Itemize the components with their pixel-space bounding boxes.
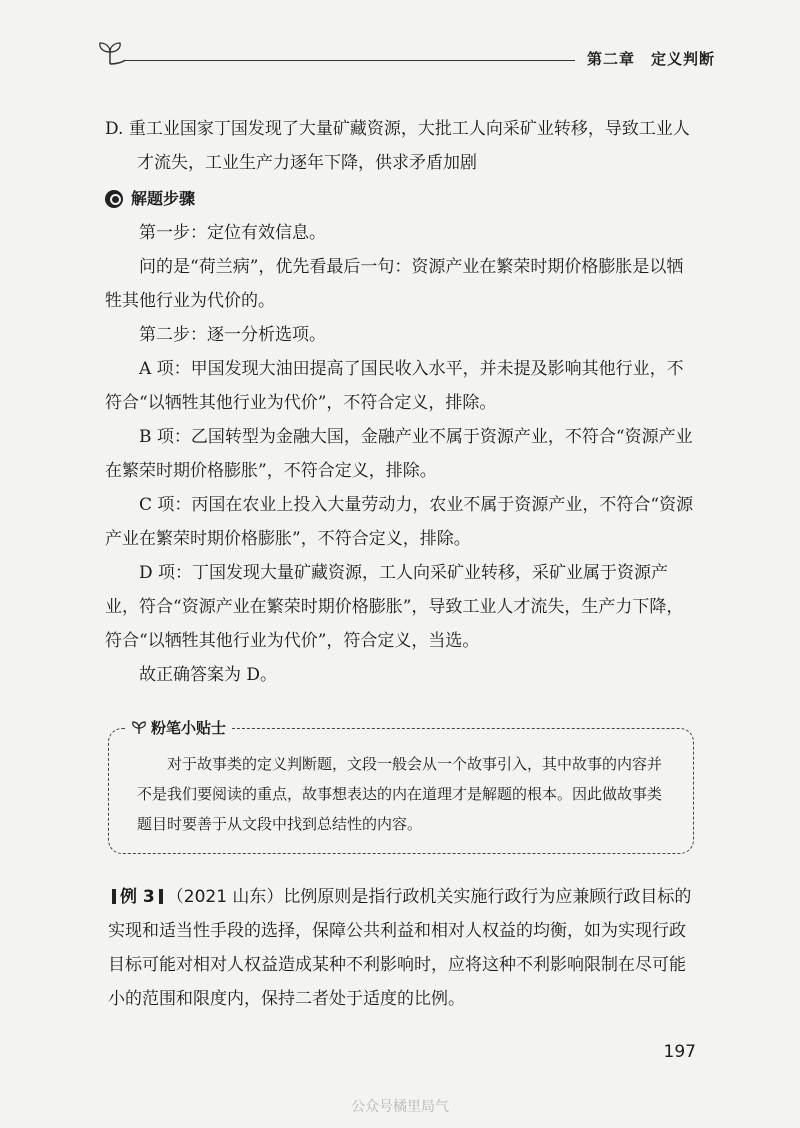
- solution-paragraph: A 项：甲国发现大油田提高了国民收入水平，并未提及影响其他行业，不符合“以牺牲其他行业为代价”，不符合定义，排除。: [105, 359, 684, 413]
- solution-title: 解题步骤: [131, 189, 196, 208]
- option-d: D. 重工业国家丁国发现了大量矿藏资源，大批工人向采矿业转移，导致工业人才流失，工业生产力逐年下降，供求矛盾加剧: [105, 119, 690, 173]
- solution-paragraph: D 项：丁国发现大量矿藏资源，工人向采矿业转移，采矿业属于资源产业，符合“资源产业在繁荣时期价格膨胀”，导致工业人才流失，生产力下降，符合“以牺牲其他行业为代价”，符合定义，当选。: [105, 563, 684, 651]
- bracket-mark: [159, 889, 163, 904]
- example-tag: 例 3: [120, 887, 155, 907]
- header-rule: [125, 60, 575, 61]
- page-number: 197: [663, 1042, 696, 1062]
- watermark: 公众号橘里局气: [351, 1099, 449, 1115]
- solution-paragraph: 故正确答案为 D。: [139, 665, 278, 685]
- chapter-title: 第二章 定义判断: [586, 50, 715, 68]
- solution-heading: [105, 182, 695, 216]
- page-header: [95, 40, 715, 70]
- tip-box: [108, 719, 694, 854]
- solution-paragraph: B 项：乙国转型为金融大国，金融产业不属于资源产业，不符合“资源产业在繁荣时期价格膨胀”，不符合定义，排除。: [105, 427, 693, 481]
- solution-paragraph: C 项：丙国在农业上投入大量劳动力，农业不属于资源产业，不符合“资源产业在繁荣时期价格膨胀”，不符合定义，排除。: [105, 495, 694, 549]
- example-block: [108, 880, 698, 1016]
- tip-label: [125, 717, 232, 738]
- steps-icon: [105, 190, 123, 208]
- tip-text: 对于故事类的定义判断题，文段一般会从一个故事引入，其中故事的内容并不是我们要阅读的重点，故事想表达的内在道理才是解题的根本。因此做故事类题目时要善于从文段中找到总结性的内容。: [137, 755, 663, 833]
- leaf-icon: [131, 721, 147, 735]
- option-d-block: [105, 112, 695, 180]
- tip-title: 粉笔小贴士: [151, 719, 227, 737]
- solution-paragraph: 第二步：逐一分析选项。: [139, 325, 326, 345]
- solution-section: [105, 182, 695, 692]
- solution-paragraph: 第一步：定位有效信息。: [139, 223, 326, 243]
- example-text: （2021 山东）比例原则是指行政机关实施行政行为应兼顾行政目标的实现和适当性手段的选择，保障公共利益和相对人权益的均衡，如为实现行政目标可能对相对人权益造成某种不利影响时，应将这种不利影响限制在尽可能小的范围和限度内，保持二者处于适度的比例。: [108, 887, 692, 1009]
- sprout-icon: [95, 40, 125, 66]
- bracket-mark: [112, 889, 116, 904]
- solution-paragraph: 问的是“荷兰病”，优先看最后一句：资源产业在繁荣时期价格膨胀是以牺牲其他行业为代价的。: [105, 257, 684, 311]
